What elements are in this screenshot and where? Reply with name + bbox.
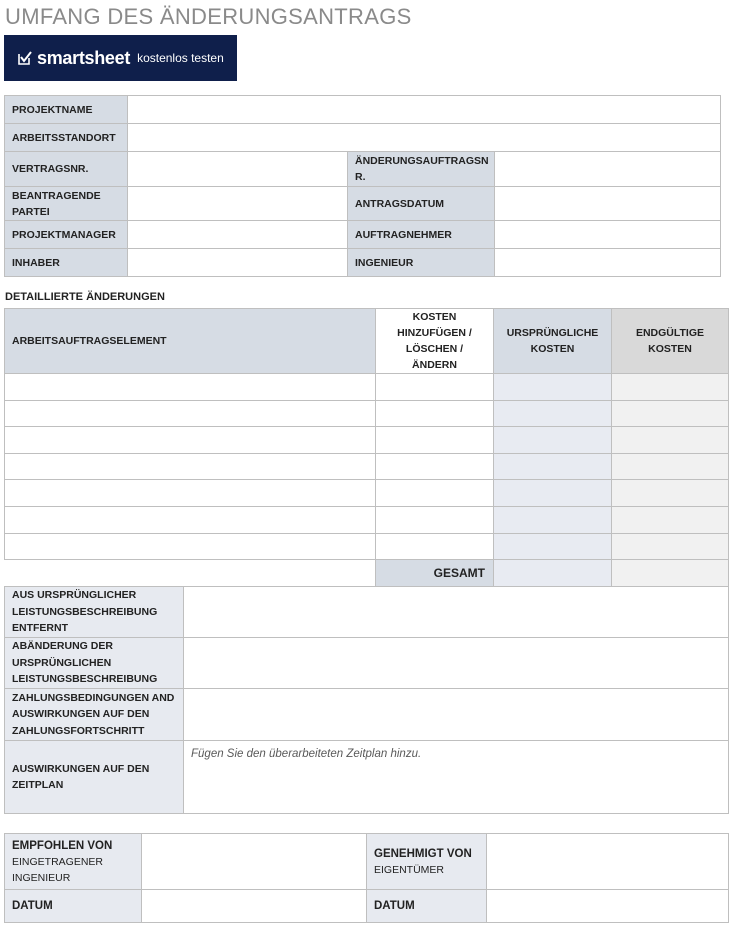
final-cost-cell[interactable] <box>612 453 729 480</box>
total-spacer <box>5 560 376 587</box>
engineer-field[interactable] <box>495 249 721 277</box>
schedule-impact-label: AUSWIRKUNGEN AUF DEN ZEITPLAN <box>5 741 184 814</box>
cost-change-cell[interactable] <box>376 506 494 533</box>
banner-brand: smartsheet <box>37 47 131 68</box>
work-item-cell[interactable] <box>5 427 376 454</box>
total-label: GESAMT <box>376 560 494 587</box>
contractor-label: AUFTRAGNEHMER <box>348 221 495 249</box>
work-item-cell[interactable] <box>5 480 376 507</box>
project-manager-label: PROJEKTMANAGER <box>5 221 128 249</box>
work-item-cell[interactable] <box>5 506 376 533</box>
cost-change-cell[interactable] <box>376 427 494 454</box>
project-name-label: PROJEKTNAME <box>5 96 128 124</box>
payment-terms-label: ZAHLUNGSBEDINGUNGEN AND AUSWIRKUNGEN AUF DEN ZAHLUNGSFORTSCHRITT <box>5 689 184 741</box>
removed-scope-field[interactable] <box>184 587 729 638</box>
original-cost-cell[interactable] <box>494 453 612 480</box>
final-cost-cell[interactable] <box>612 533 729 560</box>
payment-terms-field[interactable] <box>184 689 729 741</box>
date-left-field[interactable] <box>142 890 367 923</box>
change-order-no-label: ÄNDERUNGSAUFTRAGSN R. <box>348 152 495 187</box>
cost-change-cell[interactable] <box>376 374 494 401</box>
owner-subtitle: EIGENTÜMER <box>374 863 445 876</box>
change-order-no-field[interactable] <box>495 152 721 187</box>
detailed-changes-table <box>4 308 729 587</box>
request-date-field[interactable] <box>495 187 721 221</box>
owner-label: INHABER <box>5 249 128 277</box>
modified-scope-field[interactable] <box>184 638 729 689</box>
cost-change-cell[interactable] <box>376 533 494 560</box>
registered-engineer-subtitle: EINGETRAGENER INGENIEUR <box>12 855 104 884</box>
detailed-changes-heading: DETAILLIERTE ÄNDERUNGEN <box>5 291 165 303</box>
original-cost-cell[interactable] <box>494 427 612 454</box>
contract-no-label: VERTRAGSNR. <box>5 152 128 187</box>
col-cost-change: KOSTEN HINZUFÜGEN / LÖSCHEN / ÄNDERN <box>376 309 494 374</box>
final-cost-cell[interactable] <box>612 480 729 507</box>
contract-no-field[interactable] <box>128 152 348 187</box>
signoff-table <box>4 833 729 923</box>
work-location-label: ARBEITSSTANDORT <box>5 124 128 152</box>
contractor-field[interactable] <box>495 221 721 249</box>
final-cost-cell[interactable] <box>612 506 729 533</box>
final-cost-cell[interactable] <box>612 427 729 454</box>
engineer-label: INGENIEUR <box>348 249 495 277</box>
work-item-cell[interactable] <box>5 453 376 480</box>
project-name-field[interactable] <box>128 96 721 124</box>
project-info-table <box>4 95 721 277</box>
smartsheet-logo-icon <box>18 51 32 65</box>
work-item-cell[interactable] <box>5 374 376 401</box>
work-item-cell[interactable] <box>5 400 376 427</box>
original-cost-cell[interactable] <box>494 400 612 427</box>
col-work-item: ARBEITSAUFTRAGSELEMENT <box>5 309 376 374</box>
requesting-party-field[interactable] <box>128 187 348 221</box>
smartsheet-trial-banner[interactable] <box>4 35 237 81</box>
work-location-field[interactable] <box>128 124 721 152</box>
total-original-cost[interactable] <box>494 560 612 587</box>
original-cost-cell[interactable] <box>494 374 612 401</box>
approved-by-title: GENEHMIGT VON <box>374 847 472 860</box>
page-title: UMFANG DES ÄNDERUNGSANTRAGS <box>5 4 412 29</box>
cost-change-cell[interactable] <box>376 480 494 507</box>
approved-by-field[interactable] <box>487 834 729 890</box>
recommended-by-field[interactable] <box>142 834 367 890</box>
schedule-impact-field[interactable]: Fügen Sie den überarbeiteten Zeitplan hinzu. <box>184 741 729 814</box>
final-cost-cell[interactable] <box>612 374 729 401</box>
total-final-cost[interactable] <box>612 560 729 587</box>
col-original-cost: URSPRÜNGLICHE KOSTEN <box>494 309 612 374</box>
date-right-label: DATUM <box>367 890 487 923</box>
original-cost-cell[interactable] <box>494 506 612 533</box>
project-manager-field[interactable] <box>128 221 348 249</box>
date-right-field[interactable] <box>487 890 729 923</box>
original-cost-cell[interactable] <box>494 533 612 560</box>
removed-scope-label: AUS URSPRÜNGLICHER LEISTUNGSBESCHREIBUNG ENTFERNT <box>5 587 184 638</box>
owner-field[interactable] <box>128 249 348 277</box>
requesting-party-label: BEANTRAGENDE PARTEI <box>5 187 128 221</box>
approved-by-label <box>367 834 487 890</box>
col-final-cost: ENDGÜLTIGE KOSTEN <box>612 309 729 374</box>
scope-changes-table <box>4 586 729 814</box>
cost-change-cell[interactable] <box>376 453 494 480</box>
modified-scope-label: ABÄNDERUNG DER URSPRÜNGLICHEN LEISTUNGSBESCHREIBUNG <box>5 638 184 689</box>
cost-change-cell[interactable] <box>376 400 494 427</box>
request-date-label: ANTRAGSDATUM <box>348 187 495 221</box>
recommended-by-label <box>5 834 142 890</box>
banner-trial-link[interactable]: kostenlos testen <box>137 51 224 65</box>
recommended-by-title: EMPFOHLEN VON <box>12 839 113 852</box>
original-cost-cell[interactable] <box>494 480 612 507</box>
work-item-cell[interactable] <box>5 533 376 560</box>
date-left-label: DATUM <box>5 890 142 923</box>
final-cost-cell[interactable] <box>612 400 729 427</box>
